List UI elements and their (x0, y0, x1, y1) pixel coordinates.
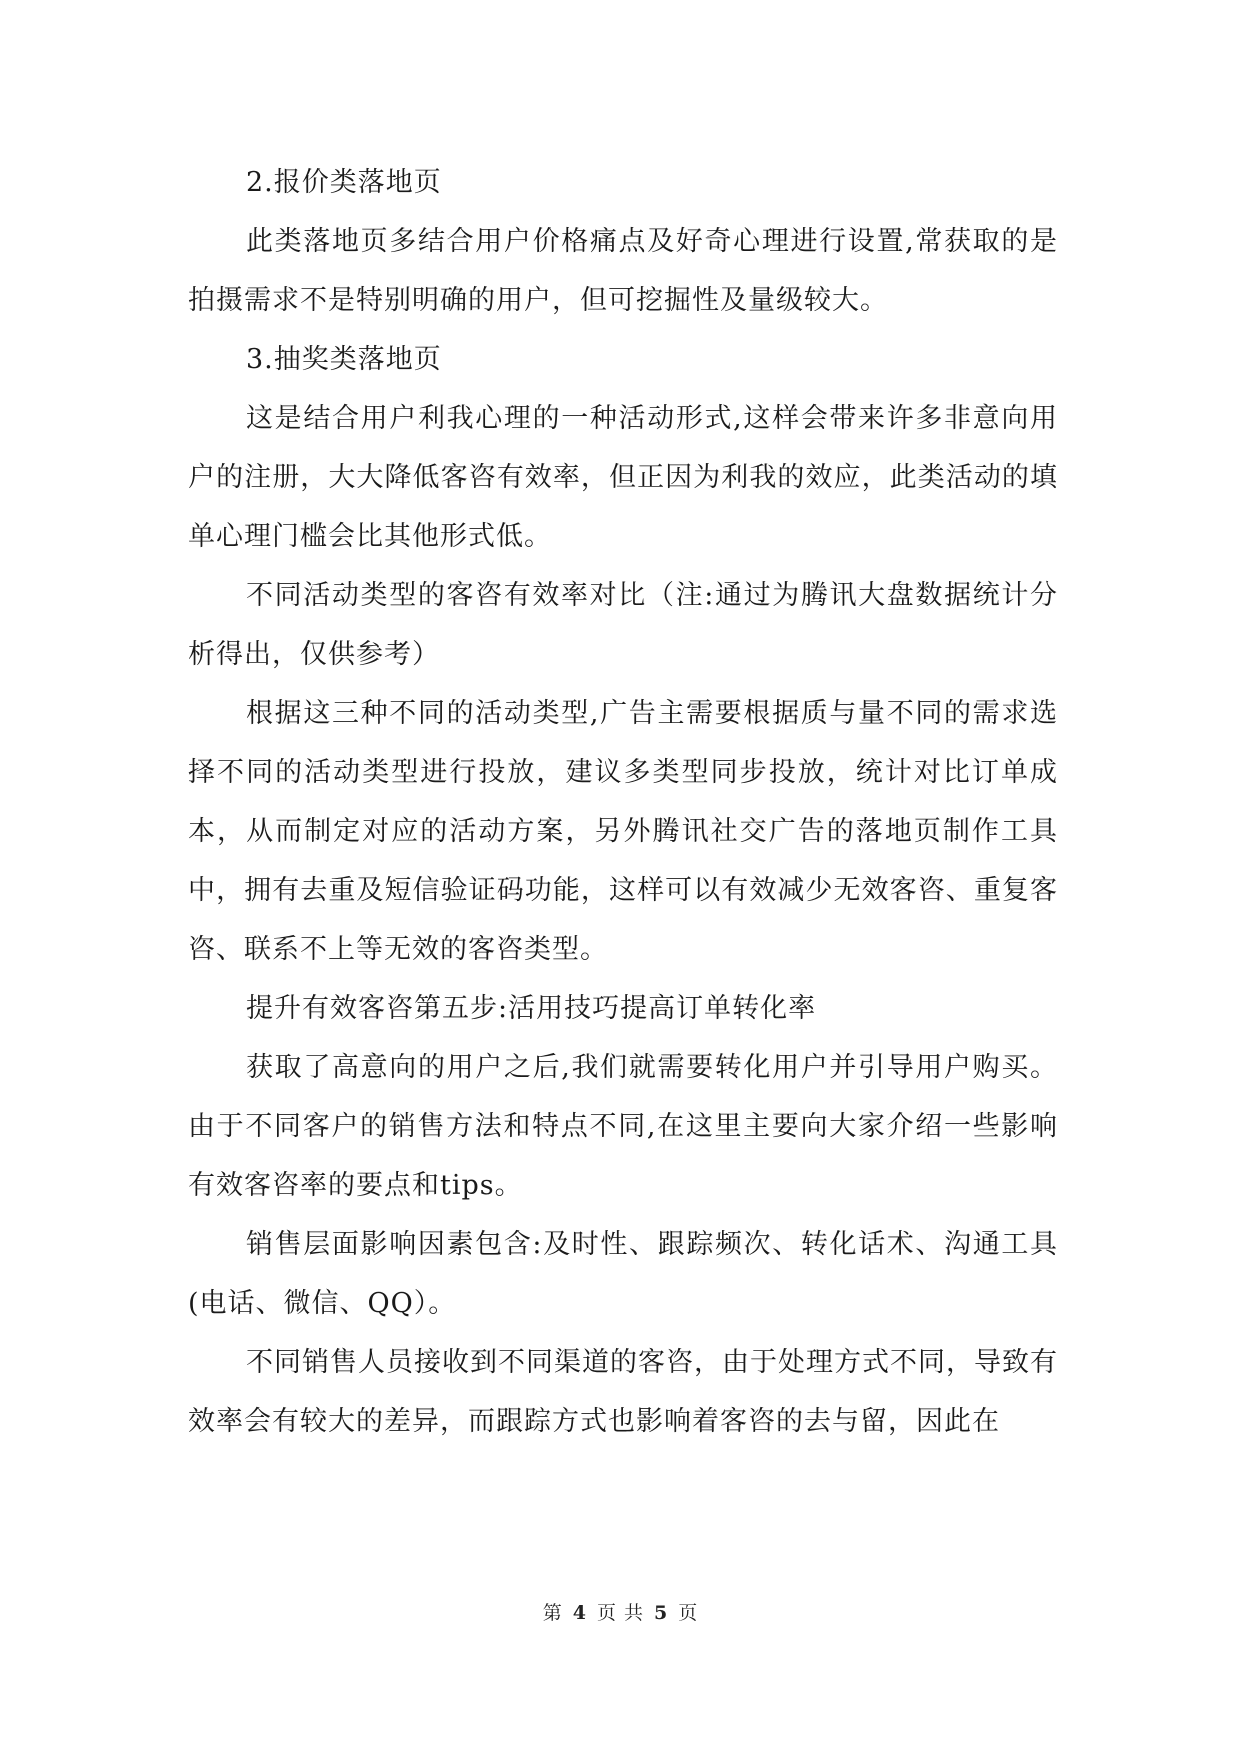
footer-prefix: 第 (542, 1602, 563, 1624)
paragraph-sales-staff: 不同销售人员接收到不同渠道的客咨，由于处理方式不同，导致有效率会有较大的差异，而跟踪方式也影响着客咨的去与留，因此在 (188, 1347, 1058, 1437)
paragraph-activity-type-advice: 根据这三种不同的活动类型,广告主需要根据质与量不同的需求选择不同的活动类型进行投放，建议多类型同步投放，统计对比订单成本，从而制定对应的活动方案，另外腾讯社交广告的落地页制作工具中，拥有去重及短信验证码功能，这样可以有效减少无效客咨、重复客咨、联系不上等无效的客咨类型。 (188, 698, 1058, 965)
paragraph-quote-landing-desc: 此类落地页多结合用户价格痛点及好奇心理进行设置,常获取的是拍摄需求不是特别明确的用户，但可挖掘性及量级较大。 (188, 226, 1058, 316)
footer-suffix: 页 (678, 1602, 699, 1624)
page-footer (0, 1598, 1241, 1625)
heading-quote-landing-page: 2.报价类落地页 (246, 167, 442, 198)
heading-lottery-landing-page: 3.抽奖类落地页 (246, 344, 442, 375)
heading-step-five: 提升有效客咨第五步:活用技巧提高订单转化率 (246, 993, 817, 1024)
document-body (188, 153, 1058, 1451)
current-page-number: 4 (572, 1602, 587, 1624)
paragraph-sales-factors: 销售层面影响因素包含:及时性、跟踪频次、转化话术、沟通工具(电话、微信、QQ）。 (188, 1229, 1058, 1319)
paragraph-comparison-note: 不同活动类型的客咨有效率对比（注:通过为腾讯大盘数据统计分析得出，仅供参考） (188, 580, 1058, 670)
paragraph-conversion-intro: 获取了高意向的用户之后,我们就需要转化用户并引导用户购买。由于不同客户的销售方法和特点不同,在这里主要向大家介绍一些影响有效客咨率的要点和tips。 (188, 1052, 1058, 1201)
footer-middle: 页 共 (596, 1602, 645, 1624)
total-page-number: 5 (654, 1602, 669, 1624)
paragraph-lottery-landing-desc: 这是结合用户利我心理的一种活动形式,这样会带来许多非意向用户的注册，大大降低客咨有效率，但正因为利我的效应，此类活动的填单心理门槛会比其他形式低。 (188, 403, 1058, 552)
